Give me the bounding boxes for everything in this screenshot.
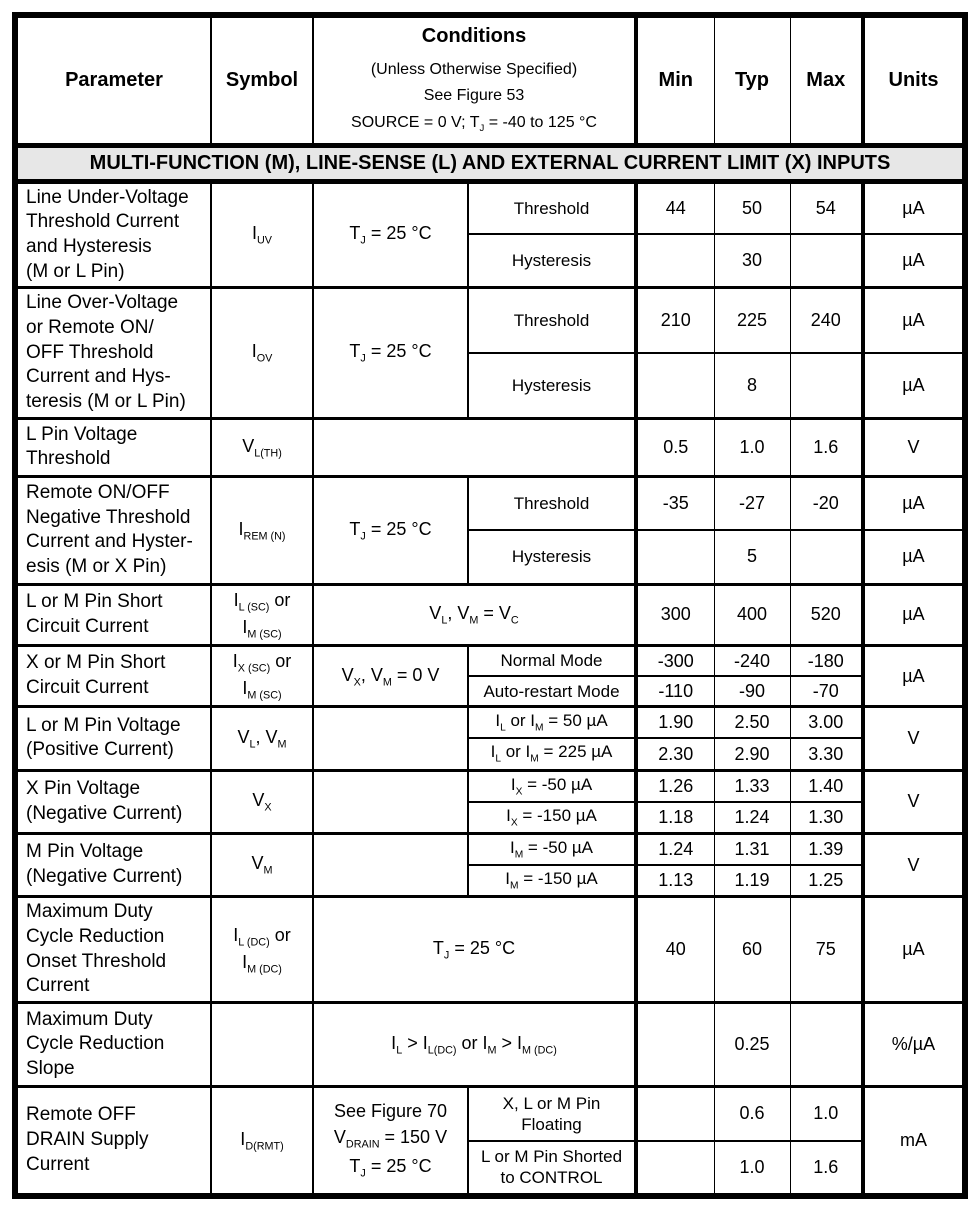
parameter-cell: X or M Pin Short Circuit Current: [15, 646, 211, 707]
subcondition-cell: Hysteresis: [468, 530, 636, 584]
parameter-cell: Remote OFF DRAIN Supply Current: [15, 1087, 211, 1196]
parameter-cell: Remote ON/OFF Negative Threshold Current and Hyster- esis (M or X Pin): [15, 476, 211, 584]
subcondition-cell: Threshold: [468, 476, 636, 530]
symbol-cell: $V_X$: [211, 770, 313, 833]
typ-cell: 1.33: [714, 770, 790, 802]
condition-cell: [313, 770, 468, 833]
typ-cell: 1.0: [714, 418, 790, 476]
min-cell: 1.24: [636, 833, 714, 865]
symbol-cell: $I_{X (SC)}$ or $I_{M (SC)}$: [211, 646, 313, 707]
typ-cell: 1.31: [714, 833, 790, 865]
table-row: [15, 476, 965, 530]
typ-cell: 0.6: [714, 1087, 790, 1141]
max-cell: 1.40: [790, 770, 863, 802]
table-row: [15, 1003, 965, 1087]
subcondition-cell: $I_L$ or $I_M = 225$ µA: [468, 738, 636, 770]
parameter-cell: L or M Pin Voltage (Positive Current): [15, 707, 211, 770]
header-row: [15, 15, 965, 145]
typ-cell: -240: [714, 646, 790, 677]
typ-cell: 0.25: [714, 1003, 790, 1087]
typ-cell: 2.50: [714, 707, 790, 739]
condition-cell: $V_X$, $V_M = 0$ V: [313, 646, 468, 707]
subcondition-cell: $I_M = -50$ µA: [468, 833, 636, 865]
typ-cell: 1.0: [714, 1141, 790, 1196]
spec-table: [12, 12, 968, 1199]
col-header-min: Min: [636, 15, 714, 145]
units-cell: µA: [863, 181, 965, 234]
typ-cell: 30: [714, 234, 790, 287]
min-cell: -300: [636, 646, 714, 677]
max-cell: 1.39: [790, 833, 863, 865]
typ-cell: 5: [714, 530, 790, 584]
max-cell: 54: [790, 181, 863, 234]
max-cell: 1.30: [790, 802, 863, 834]
min-cell: [636, 353, 714, 418]
max-cell: 3.30: [790, 738, 863, 770]
units-cell: V: [863, 707, 965, 770]
condition-cell: [313, 707, 468, 770]
conditions-line-3: SOURCE = 0 V; $T_J = -40$ to 125 °C: [351, 113, 597, 134]
symbol-cell: [211, 1003, 313, 1087]
max-cell: [790, 353, 863, 418]
max-cell: 1.25: [790, 865, 863, 897]
symbol-cell: $V_M$: [211, 833, 313, 896]
units-cell: µA: [863, 288, 965, 353]
condition-cell: $T_J = 25$ °C: [313, 897, 636, 1003]
units-cell: V: [863, 418, 965, 476]
subcondition-cell: X, L or M Pin Floating: [468, 1087, 636, 1141]
subcondition-cell: $I_X = -150$ µA: [468, 802, 636, 834]
symbol-cell: $I_{UV}$: [211, 181, 313, 288]
table-row: [15, 897, 965, 1003]
subcondition-cell: Normal Mode: [468, 646, 636, 677]
symbol-cell: $I_{OV}$: [211, 288, 313, 418]
condition-cell: $T_J = 25$ °C: [313, 476, 468, 584]
subcondition-cell: Threshold: [468, 288, 636, 353]
parameter-cell: Maximum Duty Cycle Reduction Onset Threshold Current: [15, 897, 211, 1003]
units-cell: %/µA: [863, 1003, 965, 1087]
parameter-cell: X Pin Voltage (Negative Current): [15, 770, 211, 833]
table-row: [15, 584, 965, 645]
parameter-cell: L or M Pin Short Circuit Current: [15, 584, 211, 645]
units-cell: µA: [863, 234, 965, 287]
units-cell: µA: [863, 584, 965, 645]
symbol-cell: $I_{L (DC)}$ or $I_{M (DC)}$: [211, 897, 313, 1003]
parameter-cell: Maximum Duty Cycle Reduction Slope: [15, 1003, 211, 1087]
max-cell: [790, 530, 863, 584]
parameter-cell: M Pin Voltage (Negative Current): [15, 833, 211, 896]
table-row: [15, 1087, 965, 1141]
col-header-symbol: Symbol: [211, 15, 313, 145]
max-cell: 1.6: [790, 418, 863, 476]
min-cell: 1.13: [636, 865, 714, 897]
symbol-cell: $V_{L(TH)}$: [211, 418, 313, 476]
min-cell: 40: [636, 897, 714, 1003]
col-header-conditions: [313, 15, 636, 145]
condition-cell: See Figure 70 $V_{DRAIN} = 150$ V $T_J = 25$ °C: [313, 1087, 468, 1196]
min-cell: [636, 530, 714, 584]
conditions-line-1: (Unless Otherwise Specified): [370, 60, 578, 78]
min-cell: [636, 1003, 714, 1087]
max-cell: 3.00: [790, 707, 863, 739]
subcondition-cell: Hysteresis: [468, 353, 636, 418]
subcondition-cell: $I_M = -150$ µA: [468, 865, 636, 897]
col-header-max: Max: [790, 15, 863, 145]
max-cell: [790, 1003, 863, 1087]
typ-cell: 50: [714, 181, 790, 234]
subcondition-cell: L or M Pin Shorted to CONTROL: [468, 1141, 636, 1196]
condition-cell: [313, 833, 468, 896]
condition-cell: $T_J = 25$ °C: [313, 181, 468, 288]
col-header-parameter: Parameter: [15, 15, 211, 145]
parameter-cell: L Pin Voltage Threshold: [15, 418, 211, 476]
table-row: [15, 707, 965, 739]
table-row: [15, 646, 965, 677]
min-cell: 210: [636, 288, 714, 353]
condition-cell: [313, 418, 636, 476]
typ-cell: 2.90: [714, 738, 790, 770]
units-cell: µA: [863, 353, 965, 418]
typ-cell: 1.24: [714, 802, 790, 834]
table-row: [15, 288, 965, 353]
typ-cell: -90: [714, 676, 790, 707]
max-cell: -20: [790, 476, 863, 530]
units-cell: µA: [863, 530, 965, 584]
typ-cell: 225: [714, 288, 790, 353]
units-cell: µA: [863, 897, 965, 1003]
subcondition-cell: $I_X = -50$ µA: [468, 770, 636, 802]
table-row: [15, 770, 965, 802]
condition-cell: $I_L > I_{L(DC)}$ or $I_M > I_{M (DC)}$: [313, 1003, 636, 1087]
typ-cell: 8: [714, 353, 790, 418]
subcondition-cell: $I_L$ or $I_M = 50$ µA: [468, 707, 636, 739]
max-cell: -180: [790, 646, 863, 677]
condition-cell: $V_L$, $V_M = V_C$: [313, 584, 636, 645]
subcondition-cell: Hysteresis: [468, 234, 636, 287]
condition-cell: $T_J = 25$ °C: [313, 288, 468, 418]
parameter-cell: Line Under-Voltage Threshold Current and Hysteresis (M or L Pin): [15, 181, 211, 288]
col-header-typ: Typ: [714, 15, 790, 145]
typ-cell: 1.19: [714, 865, 790, 897]
units-cell: V: [863, 770, 965, 833]
min-cell: [636, 234, 714, 287]
max-cell: 1.6: [790, 1141, 863, 1196]
symbol-cell: $I_{D(RMT)}$: [211, 1087, 313, 1196]
min-cell: 1.18: [636, 802, 714, 834]
table-row: [15, 181, 965, 234]
min-cell: 44: [636, 181, 714, 234]
typ-cell: -27: [714, 476, 790, 530]
symbol-cell: $I_{L (SC)}$ or $I_{M (SC)}$: [211, 584, 313, 645]
min-cell: 300: [636, 584, 714, 645]
units-cell: µA: [863, 646, 965, 707]
units-cell: mA: [863, 1087, 965, 1196]
min-cell: [636, 1087, 714, 1141]
max-cell: 240: [790, 288, 863, 353]
subcondition-cell: Auto-restart Mode: [468, 676, 636, 707]
min-cell: 1.90: [636, 707, 714, 739]
min-cell: -110: [636, 676, 714, 707]
units-cell: V: [863, 833, 965, 896]
subcondition-cell: Threshold: [468, 181, 636, 234]
conditions-line-2: See Figure 53: [423, 87, 525, 105]
max-cell: 1.0: [790, 1087, 863, 1141]
min-cell: 0.5: [636, 418, 714, 476]
units-cell: µA: [863, 476, 965, 530]
parameter-cell: Line Over-Voltage or Remote ON/ OFF Threshold Current and Hys- teresis (M or L Pin): [15, 288, 211, 418]
max-cell: 520: [790, 584, 863, 645]
max-cell: [790, 234, 863, 287]
section-header: MULTI-FUNCTION (M), LINE-SENSE (L) AND EXTERNAL CURRENT LIMIT (X) INPUTS: [15, 145, 965, 181]
typ-cell: 400: [714, 584, 790, 645]
table-row: [15, 418, 965, 476]
symbol-cell: $I_{REM (N)}$: [211, 476, 313, 584]
min-cell: [636, 1141, 714, 1196]
min-cell: 2.30: [636, 738, 714, 770]
conditions-title: Conditions: [421, 24, 527, 47]
col-header-units: Units: [863, 15, 965, 145]
min-cell: -35: [636, 476, 714, 530]
symbol-cell: $V_L$, $V_M$: [211, 707, 313, 770]
table-row: [15, 833, 965, 865]
section-header-row: [15, 145, 965, 181]
max-cell: 75: [790, 897, 863, 1003]
typ-cell: 60: [714, 897, 790, 1003]
min-cell: 1.26: [636, 770, 714, 802]
max-cell: -70: [790, 676, 863, 707]
